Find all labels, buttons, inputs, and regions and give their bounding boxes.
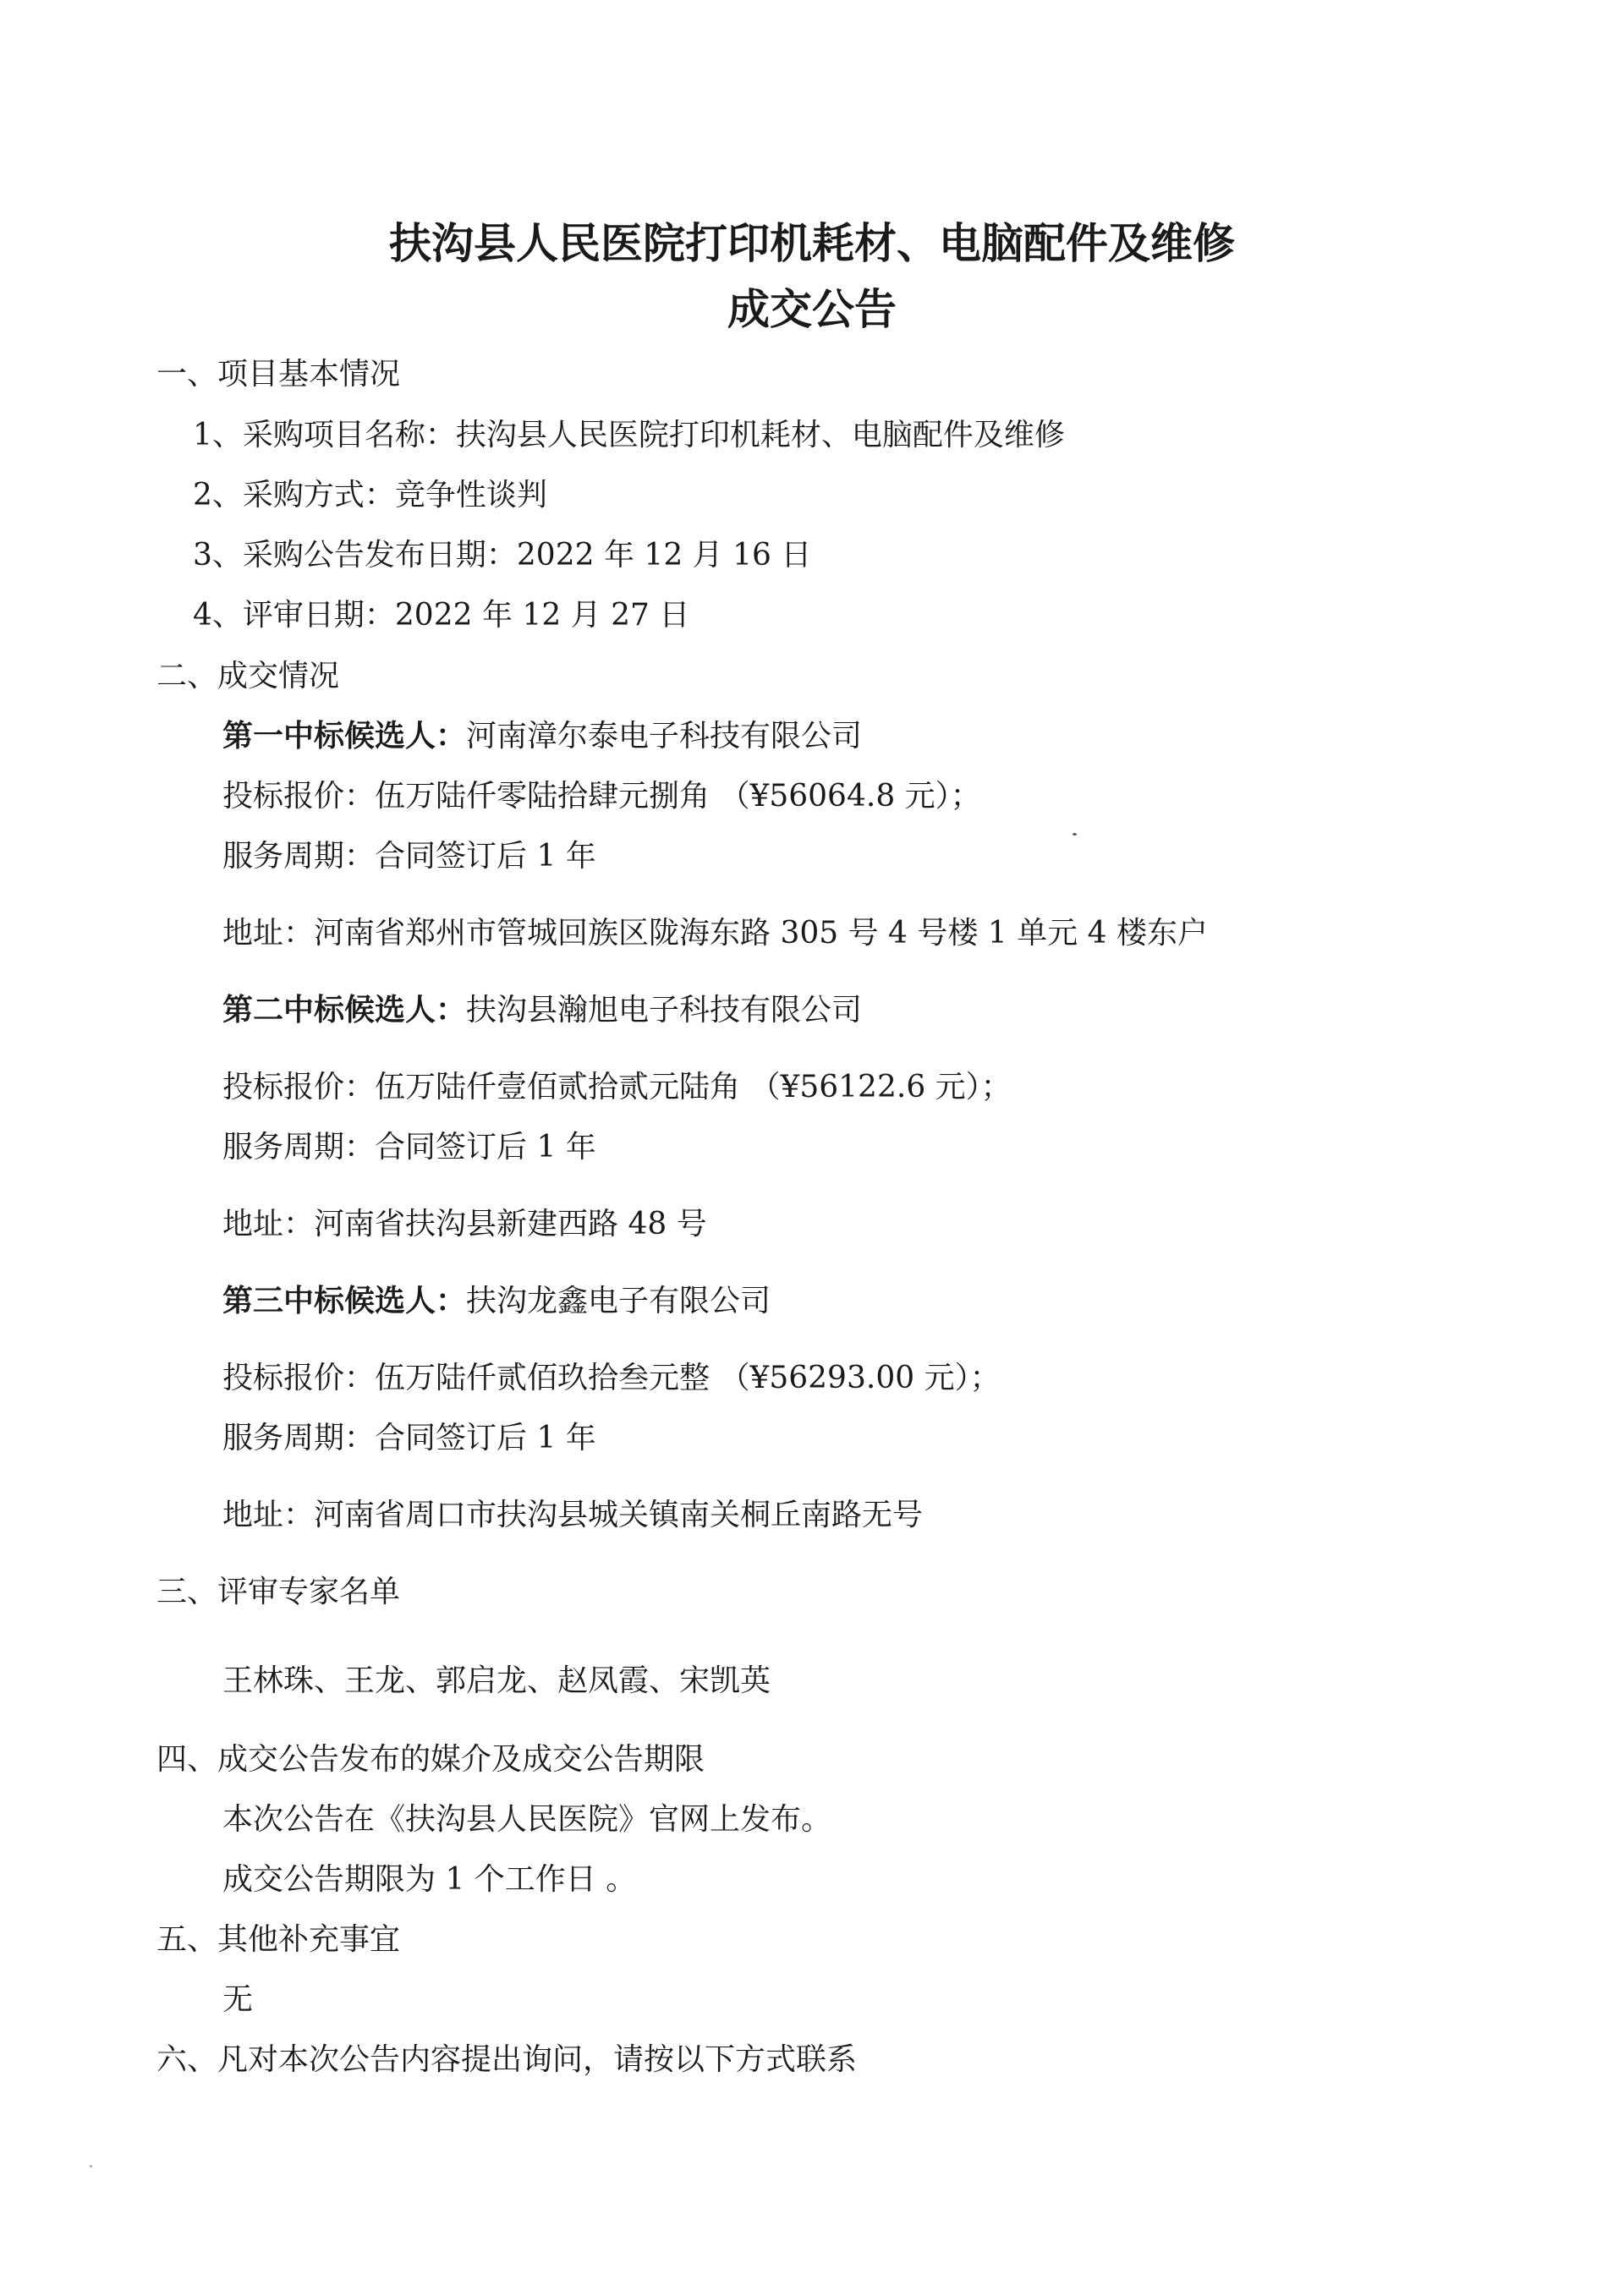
announcement-period-line: 成交公告期限为 1 个工作日 。 bbox=[222, 1862, 637, 1897]
section-heading-media: 四、成交公告发布的媒介及成交公告期限 bbox=[156, 1742, 705, 1777]
candidate-3-period: 服务周期：合同签订后 1 年 bbox=[222, 1421, 596, 1455]
scan-speck bbox=[1073, 833, 1077, 836]
candidate-1-line bbox=[222, 716, 862, 757]
candidate-1-address: 地址：河南省郑州市管城回族区陇海东路 305 号 4 号楼 1 单元 4 楼东户 bbox=[222, 916, 1208, 951]
candidate-1-period: 服务周期：合同签订后 1 年 bbox=[222, 839, 596, 874]
candidate-2-period: 服务周期：合同签订后 1 年 bbox=[222, 1130, 596, 1164]
document-title-line-1: 扶沟县人民医院打印机耗材、电脑配件及维修 bbox=[389, 219, 1235, 268]
document-title-line-2: 成交公告 bbox=[727, 285, 897, 334]
candidate-2-line bbox=[222, 990, 862, 1031]
candidate-1-name: 河南漳尔泰电子科技有限公司 bbox=[466, 719, 863, 753]
procurement-method-item: 2、采购方式：竞争性谈判 bbox=[193, 478, 547, 512]
candidate-1-price: 投标报价：伍万陆仟零陆拾肆元捌角 （¥56064.8 元）； bbox=[222, 779, 981, 814]
candidate-3-line bbox=[222, 1281, 771, 1322]
candidate-3-address: 地址：河南省周口市扶沟县城关镇南关桐丘南路无号 bbox=[222, 1498, 924, 1532]
review-date-item: 4、评审日期：2022 年 12 月 27 日 bbox=[193, 598, 690, 633]
publication-media-line: 本次公告在《扶沟县人民医院》官网上发布。 bbox=[222, 1802, 832, 1837]
announcement-date-item: 3、采购公告发布日期：2022 年 12 月 16 日 bbox=[193, 538, 812, 573]
candidate-2-price: 投标报价：伍万陆仟壹佰贰拾贰元陆角 （¥56122.6 元）； bbox=[222, 1070, 1012, 1104]
section-heading-experts: 三、评审专家名单 bbox=[156, 1575, 401, 1609]
candidate-2-name: 扶沟县瀚旭电子科技有限公司 bbox=[466, 993, 863, 1027]
section-heading-deal-info: 二、成交情况 bbox=[156, 659, 340, 693]
section-heading-contact: 六、凡对本次公告内容提出询问，请按以下方式联系 bbox=[156, 2042, 858, 2077]
candidate-2-label: 第二中标候选人： bbox=[222, 993, 467, 1027]
candidate-3-label: 第三中标候选人： bbox=[222, 1284, 467, 1318]
candidate-1-label: 第一中标候选人： bbox=[222, 719, 467, 753]
project-name-item: 1、采购项目名称：扶沟县人民医院打印机耗材、电脑配件及维修 bbox=[193, 418, 1065, 452]
candidate-3-price: 投标报价：伍万陆仟贰佰玖拾叁元整 （¥56293.00 元）； bbox=[222, 1361, 1001, 1395]
candidate-2-address: 地址：河南省扶沟县新建西路 48 号 bbox=[222, 1207, 707, 1241]
section-heading-other: 五、其他补充事宜 bbox=[156, 1922, 401, 1957]
section-heading-project-info: 一、项目基本情况 bbox=[156, 357, 401, 392]
scan-speck bbox=[90, 2165, 92, 2167]
expert-list: 王林珠、王龙、郭启龙、赵凤霞、宋凯英 bbox=[222, 1663, 771, 1698]
other-matters-text: 无 bbox=[222, 1982, 254, 2017]
candidate-3-name: 扶沟龙鑫电子有限公司 bbox=[466, 1284, 771, 1318]
